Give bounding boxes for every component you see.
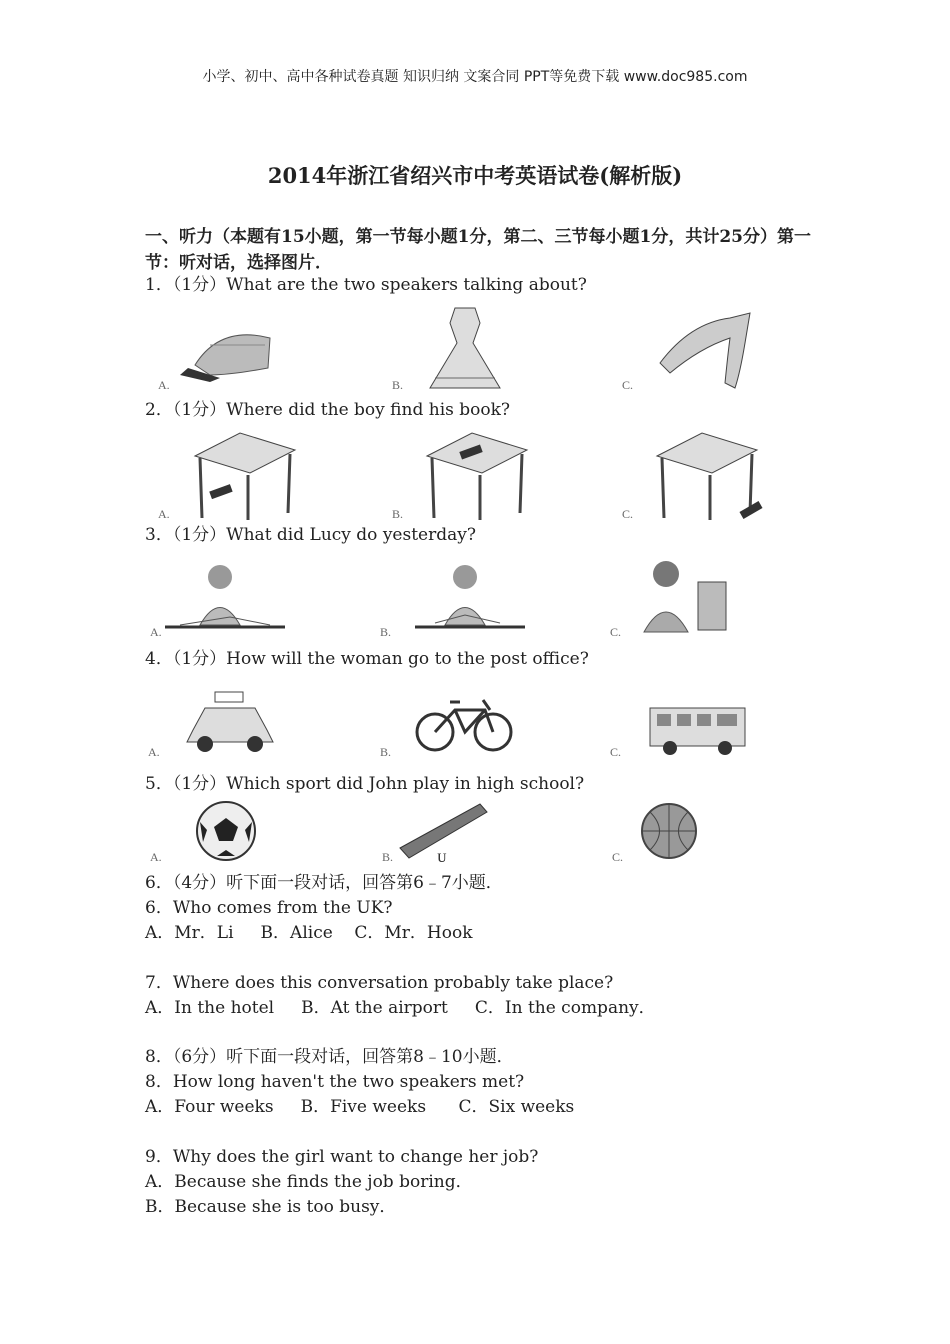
q2-option-a-table-image (190, 428, 300, 523)
question-8: 8．How long haven't the two speakers met? (145, 1072, 525, 1092)
q5-letter-c: C. (612, 850, 624, 864)
q1-option-b-dress-image (425, 303, 505, 393)
q3-option-c-girl-computer-image (636, 552, 736, 637)
q2-option-b-table-image (422, 428, 532, 523)
question-6: 6．Who comes from the UK? (145, 898, 393, 918)
q4-letter-c: C. (610, 745, 622, 759)
question-6-intro: 6．（4分）听下面一段对话，回答第6﹣7小题． (145, 873, 503, 893)
question-2: 2．（1分）Where did the boy find his book? (145, 400, 511, 420)
q5-letter-a: A. (150, 850, 162, 864)
question-6-options: A．Mr．Li B．Alice C．Mr．Hook (145, 923, 473, 943)
q5-option-a-soccer-ball-image (195, 800, 257, 862)
q1-letter-b: B. (392, 378, 404, 392)
q4-letter-b: B. (380, 745, 392, 759)
q5-letter-b: B. (382, 850, 394, 864)
q3-letter-b: B. (380, 625, 392, 639)
q1-letter-a: A. (158, 378, 170, 392)
q3-letter-c: C. (610, 625, 622, 639)
q2-letter-b: B. (392, 507, 404, 521)
q4-option-a-taxi-image (185, 690, 280, 755)
q1-letter-c: C. (622, 378, 634, 392)
question-9-option-b: B．Because she is too busy． (145, 1197, 397, 1217)
question-4: 4．（1分）How will the woman go to the post office? (145, 649, 589, 669)
page-title: 2014年浙江省绍兴市中考英语试卷(解析版) (267, 163, 683, 188)
q3-letter-a: A. (150, 625, 162, 639)
q2-letter-c: C. (622, 507, 634, 521)
q4-option-c-bus-image (645, 698, 750, 758)
question-7: 7．Where does this conversation probably take place? (145, 973, 614, 993)
q5-option-c-basketball-image (640, 802, 698, 860)
q4-option-b-bicycle-image (415, 690, 515, 755)
section-heading: 一、听力（本题有15小题，第一节每小题1分，第二、三节每小题1分，共计25分）第一节：听对话，选择图片． (145, 227, 811, 273)
question-7-options: A．In the hotel B．At the airport C．In the company． (145, 998, 656, 1018)
q3-option-b-girl-reading-image (410, 555, 530, 635)
q5-option-b-baseball-bat-image (395, 800, 490, 865)
question-9: 9．Why does the girl want to change her job? (145, 1147, 539, 1167)
question-9-option-a: A．Because she finds the job boring． (145, 1172, 473, 1192)
question-5: 5．（1分）Which sport did John play in high school? (145, 774, 585, 794)
question-1: 1．（1分）What are the two speakers talking about? (145, 275, 587, 295)
q1-option-c-scarf-image (650, 303, 760, 393)
question-3: 3．（1分）What did Lucy do yesterday? (145, 525, 476, 545)
q2-option-c-table-image (652, 428, 772, 523)
q2-letter-a: A. (158, 507, 170, 521)
svg-text:ᴜ: ᴜ (437, 846, 447, 865)
question-8-intro: 8．（6分）听下面一段对话，回答第8﹣10小题． (145, 1047, 514, 1067)
question-8-options: A．Four weeks B．Five weeks C．Six weeks (145, 1097, 575, 1117)
page-header: 小学、初中、高中各种试卷真题 知识归纳 文案合同 PPT等免费下载 www.doc985.com (202, 69, 748, 85)
q4-letter-a: A. (148, 745, 160, 759)
q3-option-a-girl-writing-image (160, 555, 290, 635)
